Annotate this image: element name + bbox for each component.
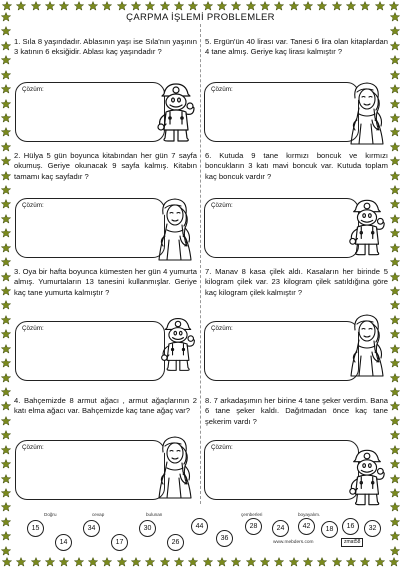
princess-figure-5: [343, 78, 389, 155]
star-icon: [1, 373, 11, 383]
star-icon: [1, 26, 11, 36]
star-icon: [390, 26, 400, 36]
star-icon: [1, 127, 11, 137]
star-icon: [390, 199, 400, 209]
star-icon: [1, 401, 11, 411]
footer-label-1: Doğru: [44, 512, 57, 517]
plumber-figure-1: [154, 80, 198, 149]
star-icon: [174, 1, 184, 11]
answer-circle[interactable]: 36: [216, 530, 233, 547]
question-1: 1. Sıla 8 yaşındadır. Ablasının yaşı ise Sıla'nın yaşının 3 katının 6 eksiğidir. Ablası kaç yaşındadır ?: [14, 37, 197, 57]
column-divider: [200, 24, 201, 504]
star-icon: [389, 1, 399, 11]
star-icon: [1, 214, 11, 224]
star-icon: [59, 557, 69, 567]
question-7: 7. Manav 8 kasa çilek aldı. Kasaların her birinde 5 kilogram çilek var. 23 kilogram çilek satıldığına göre kaç kilogram çilek kalmıştır ?: [205, 267, 388, 297]
star-icon: [390, 214, 400, 224]
star-icon: [145, 1, 155, 11]
star-icon: [1, 358, 11, 368]
star-border-bottom: [2, 557, 399, 567]
star-icon: [1, 416, 11, 426]
question-2: 2. Hülya 5 gün boyunca kitabından her gün 7 sayfa okumuş. Geriye okunacak 9 sayfa kalmış. Kitabın tamamı kaç sayfadır ?: [14, 151, 197, 181]
star-icon: [102, 557, 112, 567]
solution-label: Çözüm:: [22, 86, 44, 93]
solution-label: Çözüm:: [211, 202, 233, 209]
star-icon: [203, 1, 213, 11]
answer-circle[interactable]: 42: [298, 518, 315, 535]
star-icon: [1, 315, 11, 325]
star-icon: [390, 272, 400, 282]
star-icon: [375, 557, 385, 567]
answer-circle[interactable]: 44: [191, 518, 208, 535]
page-title: ÇARPMA İŞLEMİ PROBLEMLER: [126, 12, 275, 23]
plumber-figure-3: [158, 314, 198, 379]
solution-label: Çözüm:: [22, 202, 44, 209]
star-icon: [390, 546, 400, 556]
solution-box-8[interactable]: [204, 440, 359, 500]
star-icon: [390, 171, 400, 181]
star-icon: [390, 99, 400, 109]
star-icon: [217, 557, 227, 567]
answer-circle[interactable]: 24: [272, 520, 289, 537]
star-icon: [160, 557, 170, 567]
star-icon: [1, 329, 11, 339]
star-icon: [390, 416, 400, 426]
footer-label-2: cevap: [92, 512, 105, 517]
star-icon: [390, 459, 400, 469]
answer-circle[interactable]: 34: [83, 520, 100, 537]
star-icon: [246, 1, 256, 11]
star-icon: [317, 557, 327, 567]
website-text: www.mebders.com: [273, 540, 314, 545]
star-icon: [390, 445, 400, 455]
answer-circle[interactable]: 17: [111, 534, 128, 551]
star-icon: [390, 55, 400, 65]
star-icon: [346, 1, 356, 11]
star-icon: [188, 557, 198, 567]
star-icon: [1, 171, 11, 181]
star-icon: [390, 156, 400, 166]
star-icon: [31, 557, 41, 567]
star-icon: [59, 1, 69, 11]
star-border-top: [2, 1, 399, 11]
star-icon: [332, 1, 342, 11]
star-icon: [1, 142, 11, 152]
star-icon: [1, 344, 11, 354]
question-3: 3. Oya bir hafta boyunca kümesten her gün 4 yumurta almış. Yumurtaların 13 tanesini kullanmışlar. Geriye kaç tane yumurta kalmıştır ?: [14, 267, 197, 297]
star-border-right: [390, 12, 400, 556]
footer-label-3: bulunan: [146, 512, 163, 517]
star-icon: [174, 557, 184, 567]
solution-box-1[interactable]: [15, 82, 165, 142]
star-icon: [390, 41, 400, 51]
star-icon: [390, 430, 400, 440]
star-icon: [1, 99, 11, 109]
star-icon: [390, 84, 400, 94]
solution-box-7[interactable]: [204, 321, 359, 381]
solution-box-2[interactable]: [15, 198, 165, 258]
star-icon: [131, 557, 141, 567]
star-icon: [31, 1, 41, 11]
star-icon: [303, 557, 313, 567]
star-icon: [360, 557, 370, 567]
star-icon: [390, 300, 400, 310]
star-icon: [1, 84, 11, 94]
question-4: 4. Bahçemizde 8 armut ağacı , armut ağaçlarının 2 katı elma ağacı var. Bahçemizde kaç tane ağaç var?: [14, 396, 197, 416]
star-icon: [1, 156, 11, 166]
answer-circle[interactable]: 14: [55, 534, 72, 551]
star-icon: [332, 557, 342, 567]
star-icon: [390, 387, 400, 397]
star-icon: [390, 70, 400, 80]
star-icon: [74, 557, 84, 567]
star-icon: [390, 286, 400, 296]
princess-figure-4: [151, 432, 197, 509]
footer-label-4: çemberleri: [241, 512, 263, 517]
star-icon: [360, 1, 370, 11]
answer-circle[interactable]: 16: [342, 518, 359, 535]
princess-figure-7: [343, 310, 389, 387]
star-icon: [390, 401, 400, 411]
star-icon: [1, 387, 11, 397]
star-icon: [145, 557, 155, 567]
star-icon: [2, 557, 12, 567]
solution-label: Çözüm:: [22, 444, 44, 451]
answer-circle[interactable]: 28: [245, 518, 262, 535]
star-icon: [390, 531, 400, 541]
star-icon: [16, 1, 26, 11]
star-icon: [1, 228, 11, 238]
star-icon: [390, 185, 400, 195]
solution-label: Çözüm:: [22, 325, 44, 332]
star-icon: [203, 557, 213, 567]
star-icon: [390, 474, 400, 484]
star-icon: [390, 517, 400, 527]
footer-label-5: boyayalım.: [298, 512, 321, 517]
solution-label: Çözüm:: [211, 444, 233, 451]
star-icon: [1, 113, 11, 123]
star-icon: [375, 1, 385, 11]
star-icon: [102, 1, 112, 11]
star-icon: [390, 257, 400, 267]
star-icon: [131, 1, 141, 11]
star-icon: [1, 300, 11, 310]
star-icon: [88, 1, 98, 11]
star-icon: [188, 1, 198, 11]
solution-box-4[interactable]: [15, 440, 165, 500]
star-icon: [1, 474, 11, 484]
star-icon: [317, 1, 327, 11]
star-icon: [160, 1, 170, 11]
star-icon: [1, 70, 11, 80]
star-icon: [231, 1, 241, 11]
star-icon: [1, 55, 11, 65]
star-icon: [274, 557, 284, 567]
star-icon: [1, 243, 11, 253]
star-icon: [1, 286, 11, 296]
star-icon: [390, 373, 400, 383]
star-icon: [117, 1, 127, 11]
star-icon: [346, 557, 356, 567]
star-icon: [390, 315, 400, 325]
answer-circle[interactable]: 15: [27, 520, 44, 537]
star-icon: [260, 1, 270, 11]
star-icon: [45, 557, 55, 567]
star-icon: [231, 557, 241, 567]
solution-box-5[interactable]: [204, 82, 359, 142]
star-icon: [289, 557, 299, 567]
star-icon: [390, 329, 400, 339]
star-icon: [88, 557, 98, 567]
answer-circle[interactable]: 32: [364, 520, 381, 537]
star-icon: [390, 142, 400, 152]
solution-box-6[interactable]: [204, 198, 359, 258]
star-icon: [274, 1, 284, 11]
solution-box-3[interactable]: [15, 321, 165, 381]
star-icon: [1, 488, 11, 498]
star-icon: [1, 517, 11, 527]
star-icon: [390, 488, 400, 498]
star-border-left: [1, 12, 11, 556]
star-icon: [246, 557, 256, 567]
star-icon: [260, 557, 270, 567]
star-icon: [289, 1, 299, 11]
star-icon: [390, 358, 400, 368]
star-icon: [390, 344, 400, 354]
star-icon: [1, 531, 11, 541]
star-icon: [117, 557, 127, 567]
plumber-figure-6: [346, 196, 388, 263]
star-icon: [1, 41, 11, 51]
star-icon: [390, 127, 400, 137]
star-icon: [390, 502, 400, 512]
plumber-figure-8: [346, 446, 388, 513]
question-6: 6. Kutuda 9 tane kırmızı boncuk ve kırmızı boncukların 3 katı mavi boncuk var. Kutuda toplam kaç boncuk vardır ?: [205, 151, 388, 181]
star-icon: [1, 445, 11, 455]
answer-circle[interactable]: 26: [167, 534, 184, 551]
star-icon: [1, 546, 11, 556]
star-icon: [1, 430, 11, 440]
star-icon: [390, 113, 400, 123]
question-5: 5. Ergün'ün 40 lirası var. Tanesi 6 lira olan kitaplardan 4 tane almış. Geriye kaç lirası kalmıştır ?: [205, 37, 388, 57]
star-icon: [2, 1, 12, 11]
worksheet-code-badge: zmat58: [341, 538, 363, 547]
solution-label: Çözüm:: [211, 325, 233, 332]
star-icon: [45, 1, 55, 11]
solution-label: Çözüm:: [211, 86, 233, 93]
star-icon: [303, 1, 313, 11]
star-icon: [1, 257, 11, 267]
star-icon: [390, 243, 400, 253]
answer-circle[interactable]: 30: [139, 520, 156, 537]
star-icon: [217, 1, 227, 11]
star-icon: [1, 199, 11, 209]
star-icon: [1, 459, 11, 469]
star-icon: [389, 557, 399, 567]
star-icon: [74, 1, 84, 11]
star-icon: [1, 502, 11, 512]
princess-figure-2: [151, 194, 197, 271]
star-icon: [16, 557, 26, 567]
star-icon: [1, 272, 11, 282]
star-icon: [390, 228, 400, 238]
question-8: 8. 7 arkadaşımın her birine 4 tane şeker verdim. Bana 6 tane şeker kaldı. Dağıtmadan önce kaç tane şekerim vardı ?: [205, 396, 388, 426]
answer-circle[interactable]: 18: [321, 521, 338, 538]
star-icon: [1, 185, 11, 195]
